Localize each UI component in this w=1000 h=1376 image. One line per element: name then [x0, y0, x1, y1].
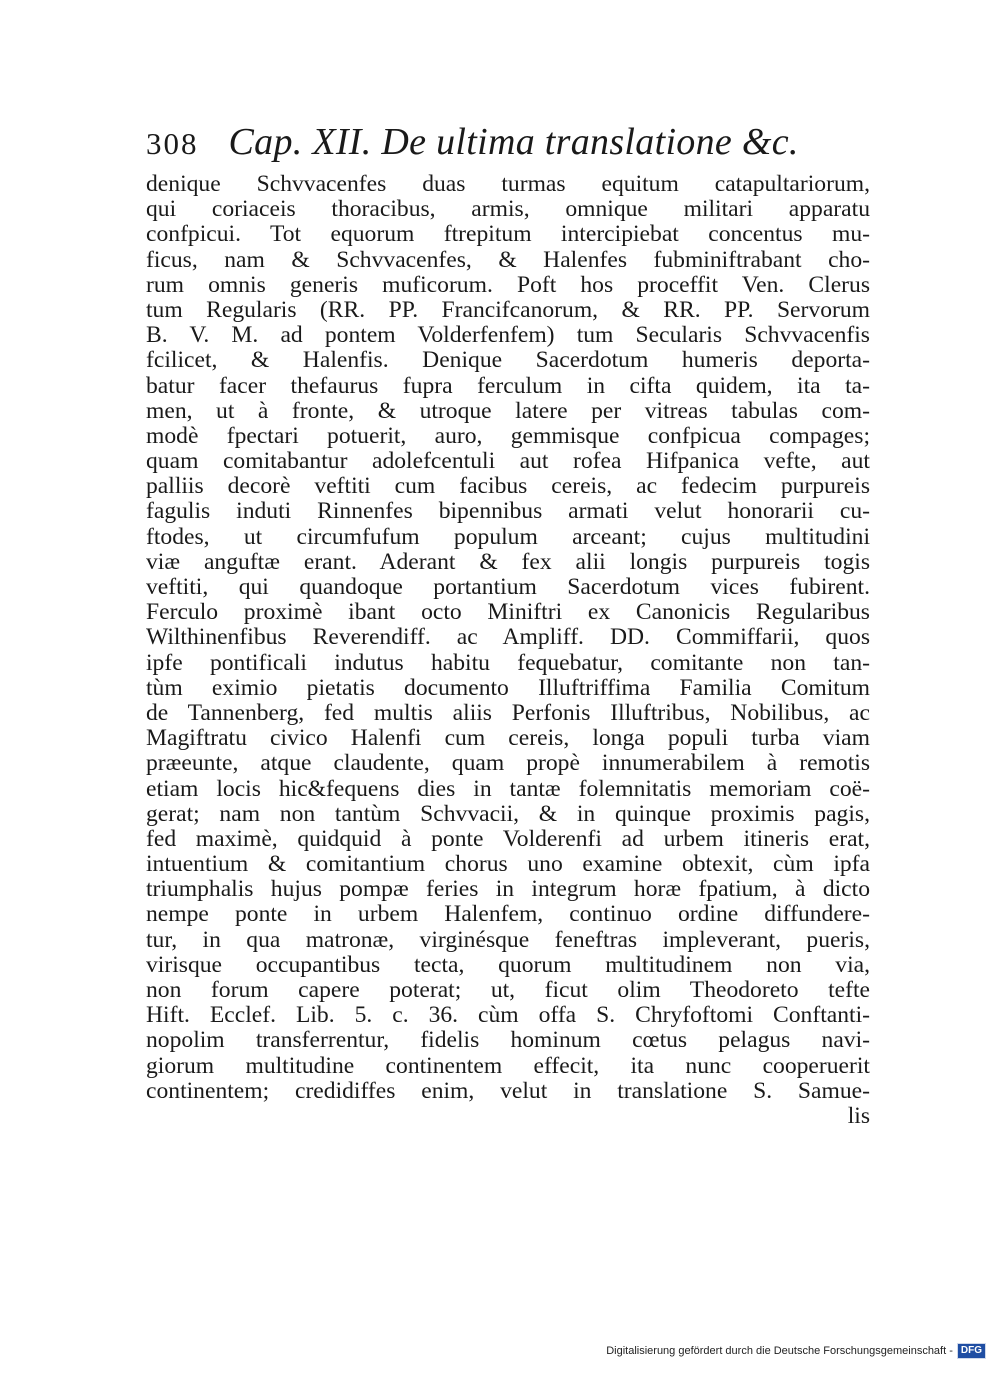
text-line: gerat; nam non tantùm Schvvacii, & in quinque proximis pagis, — [146, 800, 870, 827]
text-line: Magiftratu civico Halenfi cum cereis, longa populi turba viam — [146, 725, 870, 752]
text-line: virisque occupantibus tecta, quorum multitudinem non via, — [146, 951, 870, 978]
text-line: fed maximè, quidquid à ponte Volderenfi ad urbem itineris erat, — [146, 825, 870, 852]
text-line: triumphalis hujus pompæ feries in integrum horæ fpatium, à dicto — [146, 876, 870, 903]
text-line: quam comitabantur adolefcentuli aut rofea Hifpanica vefte, aut — [146, 448, 870, 475]
text-line: de Tannenberg, fed multis aliis Perfonis Illuftribus, Nobilibus, ac — [146, 699, 870, 726]
page-header — [146, 120, 866, 168]
text-line: denique Schvvacenfes duas turmas equitum catapultariorum, — [146, 171, 870, 197]
text-line: confpicui. Tot equorum ftrepitum intercipiebat concentus mu- — [146, 221, 870, 248]
text-line: tùm eximio pietatis documento Illuftriffima Familia Comitum — [146, 674, 870, 701]
text-line: Ferculo proximè ibant octo Miniftri ex Canonicis Regularibus — [146, 599, 870, 626]
text-line: etiam locis hic&fequens dies in tantæ folemnitatis memoriam coë- — [146, 775, 870, 802]
catchword: lis — [847, 1102, 870, 1129]
text-line: viæ anguftæ erant. Aderant & fex alii longis purpureis togis — [146, 548, 870, 575]
text-line: veftiti, qui quandoque portantium Sacerdotum vices fubirent. — [146, 574, 870, 600]
text-line: batur facer thefaurus fupra ferculum in cifta quidem, ita ta- — [146, 372, 870, 399]
text-line: men, ut à fronte, & utroque latere per vitreas tabulas com- — [146, 397, 870, 424]
text-line: intuentium & comitantium chorus uno examine obtexit, cùm ipfa — [146, 851, 870, 878]
text-line: palliis decorè veftiti cum facibus cereis, ac fedecim purpureis — [146, 473, 870, 500]
body-text — [146, 172, 870, 1129]
text-line: nempe ponte in urbem Halenfem, continuo ordine diffundere- — [146, 901, 870, 928]
text-line: ipfe pontificali indutus habitu fequebatur, comitante non tan- — [146, 649, 870, 676]
text-line: ficus, nam & Schvvacenfes, & Halenfes fubminiftrabant cho- — [146, 246, 870, 273]
text-line: qui coriaceis thoracibus, armis, omnique militari apparatu — [146, 196, 870, 223]
text-line: giorum multitudine continentem effecit, ita nunc cooperuerit — [146, 1052, 870, 1079]
page-number: 308 — [146, 126, 199, 161]
text-line: nopolim transferrentur, fidelis hominum cœtus pelagus navi- — [146, 1027, 870, 1054]
text-line: tum Regularis (RR. PP. Francifcanorum, & RR. PP. Servorum — [146, 296, 870, 323]
text-line: fagulis induti Rinnenfes bipennibus armati velut honorarii cu- — [146, 498, 870, 525]
text-line: ftodes, ut circumfufum populum arceant; cujus multitudini — [146, 523, 870, 550]
text-line: rum omnis generis muficorum. Poft hos proceffit Ven. Clerus — [146, 271, 870, 298]
text-line: fcilicet, & Halenfis. Denique Sacerdotum humeris deporta- — [146, 347, 870, 374]
text-line: præeunte, atque claudente, quam propè innumerabilem à remotis — [146, 750, 870, 777]
text-line: Hift. Ecclef. Lib. 5. c. 36. cùm offa S. Chryfoftomi Conftanti- — [146, 1002, 870, 1029]
text-line: B. V. M. ad pontem Volderfenfem) tum Secularis Schvvacenfis — [146, 322, 870, 349]
text-line: non forum capere poterat; ut, ficut olim Theodoreto tefte — [146, 977, 870, 1003]
text-line: Wilthinenfibus Reverendiff. ac Ampliff. DD. Commiffarii, quos — [146, 624, 870, 651]
running-title: Cap. XII. De ultima translatione &c. — [228, 121, 799, 163]
digitization-credit — [606, 1342, 986, 1360]
text-line: tur, in qua matronæ, virginésque feneftras impleverant, pueris, — [146, 926, 870, 953]
text-line: modè fpectari potuerit, auro, gemmisque confpicua compages; — [146, 422, 870, 449]
text-line: continentem; credidiffes enim, velut in translatione S. Samue- — [146, 1077, 870, 1104]
dfg-logo: DFG — [957, 1343, 986, 1359]
credit-text: Digitalisierung gefördert durch die Deutsche Forschungsgemeinschaft - — [606, 1345, 953, 1357]
